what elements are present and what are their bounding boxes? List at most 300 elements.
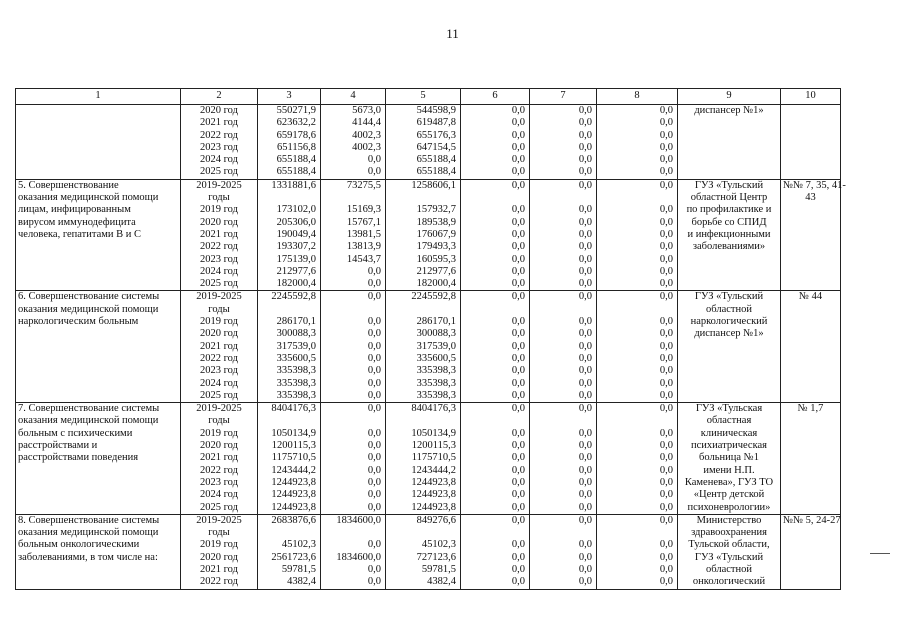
value-cell-col3 (258, 105, 321, 180)
value: 0,0 (659, 352, 673, 364)
value-cell-col8 (597, 105, 678, 180)
column-header: 8 (597, 89, 678, 105)
value: 1243444,2 (271, 464, 316, 476)
value: 0,0 (511, 539, 525, 551)
executor-cell (678, 179, 781, 291)
value: 0,0 (511, 141, 525, 153)
value: 300088,3 (276, 328, 316, 340)
value: 2683876,6 (271, 514, 316, 526)
period-line: 2020 год (200, 328, 238, 340)
value: 0,0 (511, 105, 525, 116)
value: 0,0 (578, 253, 592, 265)
executor-line: психиатрическая (690, 440, 768, 452)
value: 0,0 (511, 440, 525, 452)
value: 655176,3 (416, 129, 456, 141)
period-line: 2022 год (200, 129, 238, 141)
value: 1331881,6 (271, 179, 316, 191)
period-line: 2024 год (200, 489, 238, 501)
value: 619487,8 (416, 117, 456, 129)
value: 0,0 (659, 377, 673, 389)
value: 0,0 (578, 154, 592, 166)
value: 1834600,0 (336, 551, 381, 563)
value-cell-col7 (530, 514, 597, 589)
value: 0,0 (659, 105, 673, 116)
value: 0,0 (367, 427, 381, 439)
value: 0,0 (511, 117, 525, 129)
value-cell-col7 (530, 291, 597, 403)
reference-cell (781, 179, 846, 291)
period-line: 2021 год (200, 452, 238, 464)
executor-line: клиническая (700, 427, 758, 439)
value: 0,0 (367, 340, 381, 352)
value: 0,0 (511, 377, 525, 389)
executor-line: «Центр детской (693, 489, 765, 501)
section-name (16, 514, 181, 589)
period-line: 2021 год (200, 117, 238, 129)
value: 0,0 (578, 501, 592, 513)
section-row (16, 291, 841, 403)
executor-line: по профилактике и (686, 204, 772, 216)
period-cell (181, 179, 258, 291)
value: 335600,5 (416, 352, 456, 364)
period-line: 2020 год (200, 216, 238, 228)
value: 317539,0 (276, 340, 316, 352)
value: 0,0 (659, 278, 673, 290)
section-row (16, 514, 841, 589)
value: 1244923,8 (271, 476, 316, 488)
value: 655188,4 (416, 154, 456, 166)
value: 0,0 (659, 228, 673, 240)
value: 4382,4 (287, 576, 316, 588)
section-name (16, 291, 181, 403)
value: 0,0 (578, 389, 592, 401)
value: 4144,4 (352, 117, 381, 129)
column-header: 4 (321, 89, 386, 105)
value: 212977,6 (276, 265, 316, 277)
value: 0,0 (659, 452, 673, 464)
value-cell-col4 (321, 514, 386, 589)
executor-line: психоневрологии» (687, 501, 771, 513)
value-cell-col8 (597, 179, 678, 291)
section-row (16, 179, 841, 291)
value: 157932,7 (416, 204, 456, 216)
executor-line: ГУЗ «Тульская (695, 403, 763, 415)
reference-line (783, 105, 838, 117)
value: 0,0 (578, 352, 592, 364)
executor-line: областной (706, 303, 752, 315)
column-header: 5 (386, 89, 461, 105)
value: 1244923,8 (411, 501, 456, 513)
value: 0,0 (367, 440, 381, 452)
value-cell-col6 (461, 514, 530, 589)
value: 2245592,8 (411, 291, 456, 303)
value-cell-col5 (386, 514, 461, 589)
column-header: 10 (781, 89, 841, 105)
value: 0,0 (659, 514, 673, 526)
value: 0,0 (367, 291, 381, 303)
section-name-line: расстройствами и (18, 440, 98, 452)
value: 0,0 (367, 377, 381, 389)
reference-line: № 1,7 (797, 403, 824, 415)
value: 0,0 (578, 228, 592, 240)
value: 179493,3 (416, 241, 456, 253)
value: 182000,4 (276, 278, 316, 290)
value: 0,0 (511, 328, 525, 340)
value: 175139,0 (276, 253, 316, 265)
reference-cell (781, 514, 841, 589)
header-row (16, 89, 841, 105)
value: 0,0 (367, 316, 381, 328)
column-header: 7 (530, 89, 597, 105)
value: 286170,1 (416, 316, 456, 328)
section-name-line: вирусом иммунодефицита (18, 216, 136, 228)
value: 335398,3 (416, 389, 456, 401)
value-cell-col5 (386, 403, 461, 515)
value: 0,0 (511, 316, 525, 328)
value: 0,0 (578, 576, 592, 588)
value: 0,0 (659, 489, 673, 501)
value: 0,0 (659, 501, 673, 513)
value: 1834600,0 (336, 514, 381, 526)
value: 0,0 (578, 129, 592, 141)
value: 0,0 (578, 539, 592, 551)
executor-line: ГУЗ «Тульский (694, 179, 764, 191)
value: 1244923,8 (271, 501, 316, 513)
value: 45102,3 (281, 539, 316, 551)
value: 335398,3 (276, 377, 316, 389)
executor-line: областная (706, 415, 752, 427)
section-name-line: 5. Совершенствование (18, 179, 119, 191)
value: 0,0 (659, 551, 673, 563)
period-line: 2024 год (200, 377, 238, 389)
value: 727123,6 (416, 551, 456, 563)
value: 1200115,3 (411, 440, 456, 452)
value: 1050134,9 (411, 427, 456, 439)
value: 193307,2 (276, 241, 316, 253)
executor-cell (678, 291, 781, 403)
value: 212977,6 (416, 265, 456, 277)
value: 0,0 (367, 328, 381, 340)
reference-cell (781, 291, 841, 403)
period-line: 2019 год (200, 539, 238, 551)
value: 73275,5 (346, 179, 381, 191)
value: 0,0 (511, 340, 525, 352)
value: 0,0 (511, 365, 525, 377)
value: 0,0 (511, 576, 525, 588)
value: 0,0 (578, 403, 592, 415)
period-line: 2023 год (200, 476, 238, 488)
executor-line: областной (706, 563, 752, 575)
value: 0,0 (367, 576, 381, 588)
value: 335398,3 (276, 365, 316, 377)
value: 13981,5 (346, 228, 381, 240)
period-line: 2019 год (200, 316, 238, 328)
value: 0,0 (578, 551, 592, 563)
value: 0,0 (659, 141, 673, 153)
value-cell-col6 (461, 105, 530, 180)
period-line: 2019-2025 годы (196, 291, 242, 315)
value: 0,0 (578, 179, 592, 191)
value-cell-col3 (258, 179, 321, 291)
value: 0,0 (578, 514, 592, 526)
column-header: 1 (16, 89, 181, 105)
executor-line: диспансер №1» (694, 328, 764, 340)
period-line: 2019 год (200, 204, 238, 216)
executor-line: заболеваниями» (692, 241, 766, 253)
value: 160595,3 (416, 253, 456, 265)
value: 4002,3 (352, 129, 381, 141)
value: 0,0 (659, 204, 673, 216)
value: 0,0 (511, 278, 525, 290)
period-line: 2020 год (200, 105, 238, 116)
section-name (16, 105, 181, 180)
reference-line: №№ 5, 24-27 (783, 514, 841, 526)
value: 0,0 (659, 291, 673, 303)
value: 0,0 (659, 464, 673, 476)
value: 0,0 (578, 476, 592, 488)
value: 0,0 (511, 514, 525, 526)
value: 0,0 (511, 241, 525, 253)
period-line: 2024 год (200, 154, 238, 166)
executor-line: здравоохранения (691, 527, 767, 539)
period-line: 2023 год (200, 253, 238, 265)
value: 550271,9 (276, 105, 316, 116)
column-header: 9 (678, 89, 781, 105)
value: 0,0 (659, 316, 673, 328)
value: 0,0 (659, 389, 673, 401)
value: 651156,8 (277, 141, 316, 153)
period-line: 2020 год (200, 551, 238, 563)
section-name (16, 403, 181, 515)
value: 0,0 (367, 489, 381, 501)
value-cell-col7 (530, 403, 597, 515)
period-line: 2021 год (200, 340, 238, 352)
value: 0,0 (578, 452, 592, 464)
value: 15169,3 (346, 204, 381, 216)
value-cell-col4 (321, 291, 386, 403)
section-name-line: лицам, инфицированным (18, 204, 131, 216)
period-line: 2025 год (200, 501, 238, 513)
section-name-line: 8. Совершенствование системы (18, 514, 160, 526)
value: 655188,4 (416, 166, 456, 178)
value-cell-col3 (258, 514, 321, 589)
value: 0,0 (659, 179, 673, 191)
section-name-line: оказания медицинской помощи (18, 415, 159, 427)
value: 0,0 (659, 403, 673, 415)
value: 0,0 (578, 427, 592, 439)
value-cell-col5 (386, 291, 461, 403)
executor-line: больница №1 (699, 452, 759, 464)
value: 189538,9 (416, 216, 456, 228)
period-line: 2022 год (200, 464, 238, 476)
period-line: 2025 год (200, 278, 238, 290)
value: 45102,3 (421, 539, 456, 551)
value: 1244923,8 (411, 489, 456, 501)
value: 0,0 (578, 265, 592, 277)
executor-line: областной Центр (690, 192, 768, 204)
section-name-line: человека, гепатитами В и С (18, 228, 142, 240)
section-name (16, 179, 181, 291)
executor-line: диспансер №1» (694, 105, 764, 116)
period-line: 2022 год (200, 576, 238, 588)
value: 0,0 (578, 328, 592, 340)
value: 0,0 (659, 427, 673, 439)
period-line: 2022 год (200, 352, 238, 364)
value: 0,0 (367, 403, 381, 415)
executor-line: ГУЗ «Тульский (694, 291, 764, 303)
value-cell-col6 (461, 291, 530, 403)
value: 335398,3 (276, 389, 316, 401)
value: 647154,5 (416, 141, 456, 153)
reference-line: 43 (805, 192, 816, 204)
value: 2245592,8 (271, 291, 316, 303)
value: 1243444,2 (411, 464, 456, 476)
section-row (16, 403, 841, 515)
page-number: 11 (446, 26, 459, 41)
value: 0,0 (511, 166, 525, 178)
value: 655188,4 (276, 166, 316, 178)
value: 8404176,3 (411, 403, 456, 415)
executor-line: и инфекционными (687, 228, 771, 240)
value: 0,0 (367, 563, 381, 575)
value: 0,0 (511, 551, 525, 563)
value: 0,0 (367, 389, 381, 401)
value: 1175710,5 (271, 452, 316, 464)
period-line: 2023 год (200, 365, 238, 377)
value: 0,0 (511, 489, 525, 501)
value: 0,0 (511, 154, 525, 166)
value: 0,0 (511, 228, 525, 240)
value: 13813,9 (346, 241, 381, 253)
value: 190049,4 (276, 228, 316, 240)
value: 59781,5 (421, 563, 456, 575)
value: 0,0 (659, 253, 673, 265)
value: 0,0 (511, 129, 525, 141)
value-cell-col8 (597, 403, 678, 515)
section-name-line: расстройствами поведения (18, 452, 139, 464)
section-name-line: оказания медицинской помощи (18, 527, 159, 539)
value: 5673,0 (352, 105, 381, 116)
section-name-line: оказания медицинской помощи (18, 303, 159, 315)
period-line: 2019 год (200, 427, 238, 439)
value: 0,0 (511, 253, 525, 265)
value: 317539,0 (416, 340, 456, 352)
value: 0,0 (367, 278, 381, 290)
executor-line: Тульской области, (688, 539, 770, 551)
value: 1258606,1 (411, 179, 456, 191)
value: 2561723,6 (271, 551, 316, 563)
value: 0,0 (578, 105, 592, 116)
value-cell-col4 (321, 403, 386, 515)
value: 0,0 (367, 166, 381, 178)
value: 623632,2 (276, 117, 316, 129)
value: 849276,6 (416, 514, 456, 526)
executor-line: онкологический (692, 576, 766, 588)
value: 0,0 (659, 154, 673, 166)
period-line: 2024 год (200, 265, 238, 277)
value: 0,0 (578, 440, 592, 452)
executor-line: ГУЗ «Тульский (694, 551, 764, 563)
value-cell-col8 (597, 291, 678, 403)
value: 0,0 (659, 328, 673, 340)
value: 0,0 (659, 440, 673, 452)
value-cell-col8 (597, 514, 678, 589)
value: 300088,3 (416, 328, 456, 340)
executor-cell (678, 514, 781, 589)
value: 0,0 (578, 166, 592, 178)
value: 0,0 (659, 129, 673, 141)
column-header: 3 (258, 89, 321, 105)
continuation-row (16, 105, 841, 180)
section-name-line: заболеваниями, в том числе на: (18, 551, 158, 563)
section-name-line: оказания медицинской помощи (18, 192, 159, 204)
value-cell-col5 (386, 105, 461, 180)
value: 0,0 (367, 154, 381, 166)
value: 335398,3 (416, 365, 456, 377)
period-line: 2019-2025 годы (196, 179, 242, 204)
period-line: 2019-2025 годы (196, 403, 242, 427)
value: 286170,1 (276, 316, 316, 328)
margin-dash (870, 553, 890, 554)
value: 8404176,3 (271, 403, 316, 415)
value: 0,0 (578, 377, 592, 389)
executor-cell (678, 403, 781, 515)
value: 176067,9 (416, 228, 456, 240)
value: 1050134,9 (271, 427, 316, 439)
period-cell (181, 291, 258, 403)
value: 0,0 (578, 241, 592, 253)
value: 335398,3 (416, 377, 456, 389)
value: 0,0 (367, 452, 381, 464)
value: 1200115,3 (271, 440, 316, 452)
value: 655188,4 (276, 154, 316, 166)
section-name-line: 7. Совершенствование системы (18, 403, 160, 415)
value-cell-col7 (530, 179, 597, 291)
reference-line: № 44 (798, 291, 823, 303)
value: 0,0 (511, 452, 525, 464)
period-line: 2023 год (200, 141, 238, 153)
value: 0,0 (367, 476, 381, 488)
period-line: 2025 год (200, 166, 238, 178)
value: 0,0 (511, 352, 525, 364)
value: 0,0 (659, 117, 673, 129)
value: 0,0 (659, 265, 673, 277)
period-line: 2021 год (200, 563, 238, 575)
value: 0,0 (367, 539, 381, 551)
value: 0,0 (659, 365, 673, 377)
value: 0,0 (578, 464, 592, 476)
value: 0,0 (367, 501, 381, 513)
value-cell-col7 (530, 105, 597, 180)
value: 15767,1 (346, 216, 381, 228)
executor-line: Каменева», ГУЗ ТО (684, 476, 774, 488)
program-table (15, 88, 846, 590)
executor-line: наркологический (690, 316, 768, 328)
section-name-line: больным с психическими (18, 427, 133, 439)
period-line: 2019-2025 годы (196, 514, 242, 539)
value: 0,0 (578, 117, 592, 129)
value: 0,0 (659, 241, 673, 253)
column-header: 6 (461, 89, 530, 105)
value: 0,0 (511, 179, 525, 191)
value: 0,0 (578, 141, 592, 153)
section-name-line: больным онкологическими (18, 539, 140, 551)
value: 59781,5 (281, 563, 316, 575)
reference-cell (781, 105, 841, 180)
value: 173102,0 (276, 204, 316, 216)
value: 182000,4 (416, 278, 456, 290)
value: 0,0 (511, 464, 525, 476)
